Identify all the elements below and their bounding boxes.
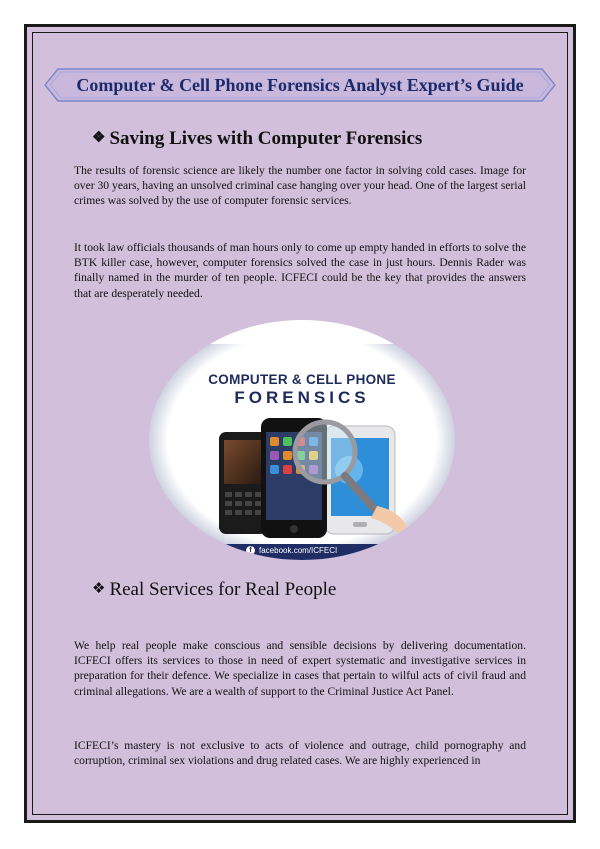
- section-heading-real-services: [92, 579, 336, 601]
- section-heading-text: Saving Lives with Computer Forensics: [109, 128, 423, 149]
- section-heading-saving-lives: [92, 128, 422, 150]
- paragraph-cold-cases: The results of forensic science are likely the number one factor in solving cold cases. Image for over 30 years, having an unsolved criminal case hanging over your head. One of the largest serial crimes was solved by the use of computer forensic services.: [74, 164, 526, 208]
- paragraph-btk-case: It took law officials thousands of man hours only to come up empty handed in efforts to solve the BTK killer case, however, computer forensics solved the case in just hours. Dennis Rader was finally named in the murder of ten people. ICFECI could be the key that provides the answers that are desperately needed.: [74, 241, 526, 300]
- diamond-bullet-icon: ❖: [92, 581, 106, 597]
- phones-illustration: [149, 320, 455, 560]
- image-title-line2: FORENSICS: [234, 388, 370, 407]
- paragraph-real-people: We help real people make conscious and sensible decisions by delivering documentation. ICFECI offers its services to those in need of expert systematic and investigative services in preparation for their defence. We specialize in cases that pertain to wilful acts of civil fraud and criminal allegations. We are a wealth of support to the Criminal Justice Act Panel.: [74, 639, 526, 698]
- image-title-line1: COMPUTER & CELL PHONE: [208, 372, 396, 387]
- image-footer-text: facebook.com/ICFECI: [259, 546, 338, 555]
- document-title: Computer & Cell Phone Forensics Analyst Expert’s Guide: [76, 75, 524, 95]
- section-heading-text: Real Services for Real People: [109, 579, 337, 600]
- blackberry-phone-icon: [219, 432, 267, 534]
- facebook-icon: f: [246, 546, 255, 555]
- diamond-bullet-icon: ❖: [92, 130, 106, 146]
- title-banner: [44, 68, 556, 102]
- forensics-promo-image: [149, 320, 455, 560]
- paragraph-mastery: ICFECI’s mastery is not exclusive to acts of violence and outrage, child pornography and corruption, criminal sex violations and drug related cases. We are highly experienced in: [74, 739, 526, 768]
